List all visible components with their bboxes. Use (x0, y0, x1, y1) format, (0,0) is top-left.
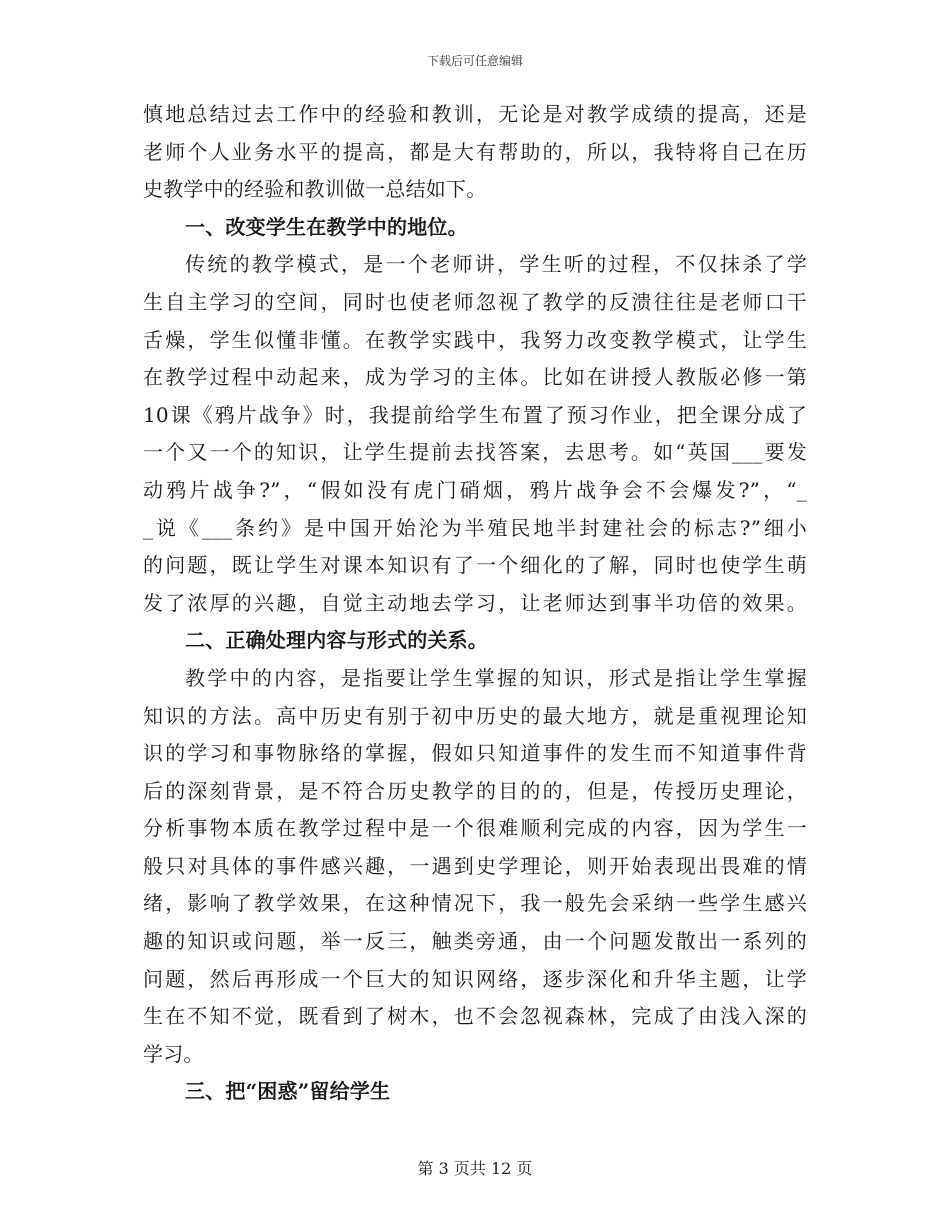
paragraph-line: 生自主学习的空间，同时也使老师忽视了教学的反溃往往是老师口干 (143, 289, 807, 314)
paragraph-line: 发了浓厚的兴趣，自觉主动地去学习，让老师达到事半功倍的效果。 (143, 590, 807, 615)
paragraph-line: 传统的教学模式，是一个老师讲，学生听的过程，不仅抹杀了学 (185, 252, 807, 277)
paragraph-line: 史教学中的经验和教训做一总结如下。 (143, 177, 487, 202)
paragraph-line: 慎地总结过去工作中的经验和教训，无论是对教学成绩的提高，还是 (143, 102, 807, 126)
section-heading-1: 一、改变学生在教学中的地位。 (185, 214, 468, 239)
section-heading-3: 三、把“困惑”留给学生 (185, 1079, 391, 1104)
document-body (143, 96, 807, 1111)
paragraph-line: 后的深刻背景，是不符合历史教学的目的的，但是，传授历史理论， (143, 778, 807, 803)
paragraph-line: 般只对具体的事件感兴趣，一遇到史学理论，则开始表现出畏难的情 (143, 853, 807, 878)
paragraph-line: 动鸦片战争?”，“假如没有虎门硝烟，鸦片战争会不会爆发?”，“_ (143, 477, 807, 502)
paragraph-line: 生在不知不觉，既看到了树木，也不会忽视森林，完成了由浅入深的 (143, 1004, 807, 1029)
section-heading-2: 二、正确处理内容与形式的关系。 (185, 628, 488, 653)
paragraph-line: 在教学过程中动起来，成为学习的主体。比如在讲授人教版必修一第 (143, 365, 807, 390)
paragraph-line: 趣的知识或问题，举一反三，触类旁通，由一个问题发散出一系列的 (143, 929, 807, 954)
paragraph-line: 一个又一个的知识，让学生提前去找答案，去思考。如“英国___要发 (143, 440, 807, 465)
paragraph-line: 老师个人业务水平的提高，都是大有帮助的，所以，我特将自己在历 (143, 139, 807, 164)
paragraph-line: 舌燥，学生似懂非懂。在教学实践中，我努力改变教学模式，让学生 (143, 327, 807, 352)
paragraph-line: 教学中的内容，是指要让学生掌握的知识，形式是指让学生掌握 (185, 665, 807, 690)
paragraph-line: 识的学习和事物脉络的掌握，假如只知道事件的发生而不知道事件背 (143, 741, 807, 766)
paragraph-line: 问题，然后再形成一个巨大的知识网络，逐步深化和升华主题，让学 (143, 966, 807, 991)
page-footer: 第 3 页共 12 页 (417, 1159, 533, 1178)
paragraph-line: _说《___条约》是中国开始沦为半殖民地半封建社会的标志?”细小 (143, 515, 807, 540)
paragraph-line: 10课《鸦片战争》时，我提前给学生布置了预习作业，把全课分成了 (143, 402, 807, 427)
paragraph-line: 学习。 (143, 1041, 204, 1066)
paragraph-line: 知识的方法。高中历史有别于初中历史的最大地方，就是重视理论知 (143, 703, 807, 728)
paragraph-line: 绪，影响了教学效果，在这种情况下，我一般先会采纳一些学生感兴 (143, 891, 807, 916)
paragraph-line: 分析事物本质在教学过程中是一个很难顺利完成的内容，因为学生一 (143, 816, 807, 841)
paragraph-line: 的问题，既让学生对课本知识有了一个细化的了解，同时也使学生萌 (143, 553, 807, 578)
page-header: 下载后可任意编辑 (426, 54, 523, 68)
